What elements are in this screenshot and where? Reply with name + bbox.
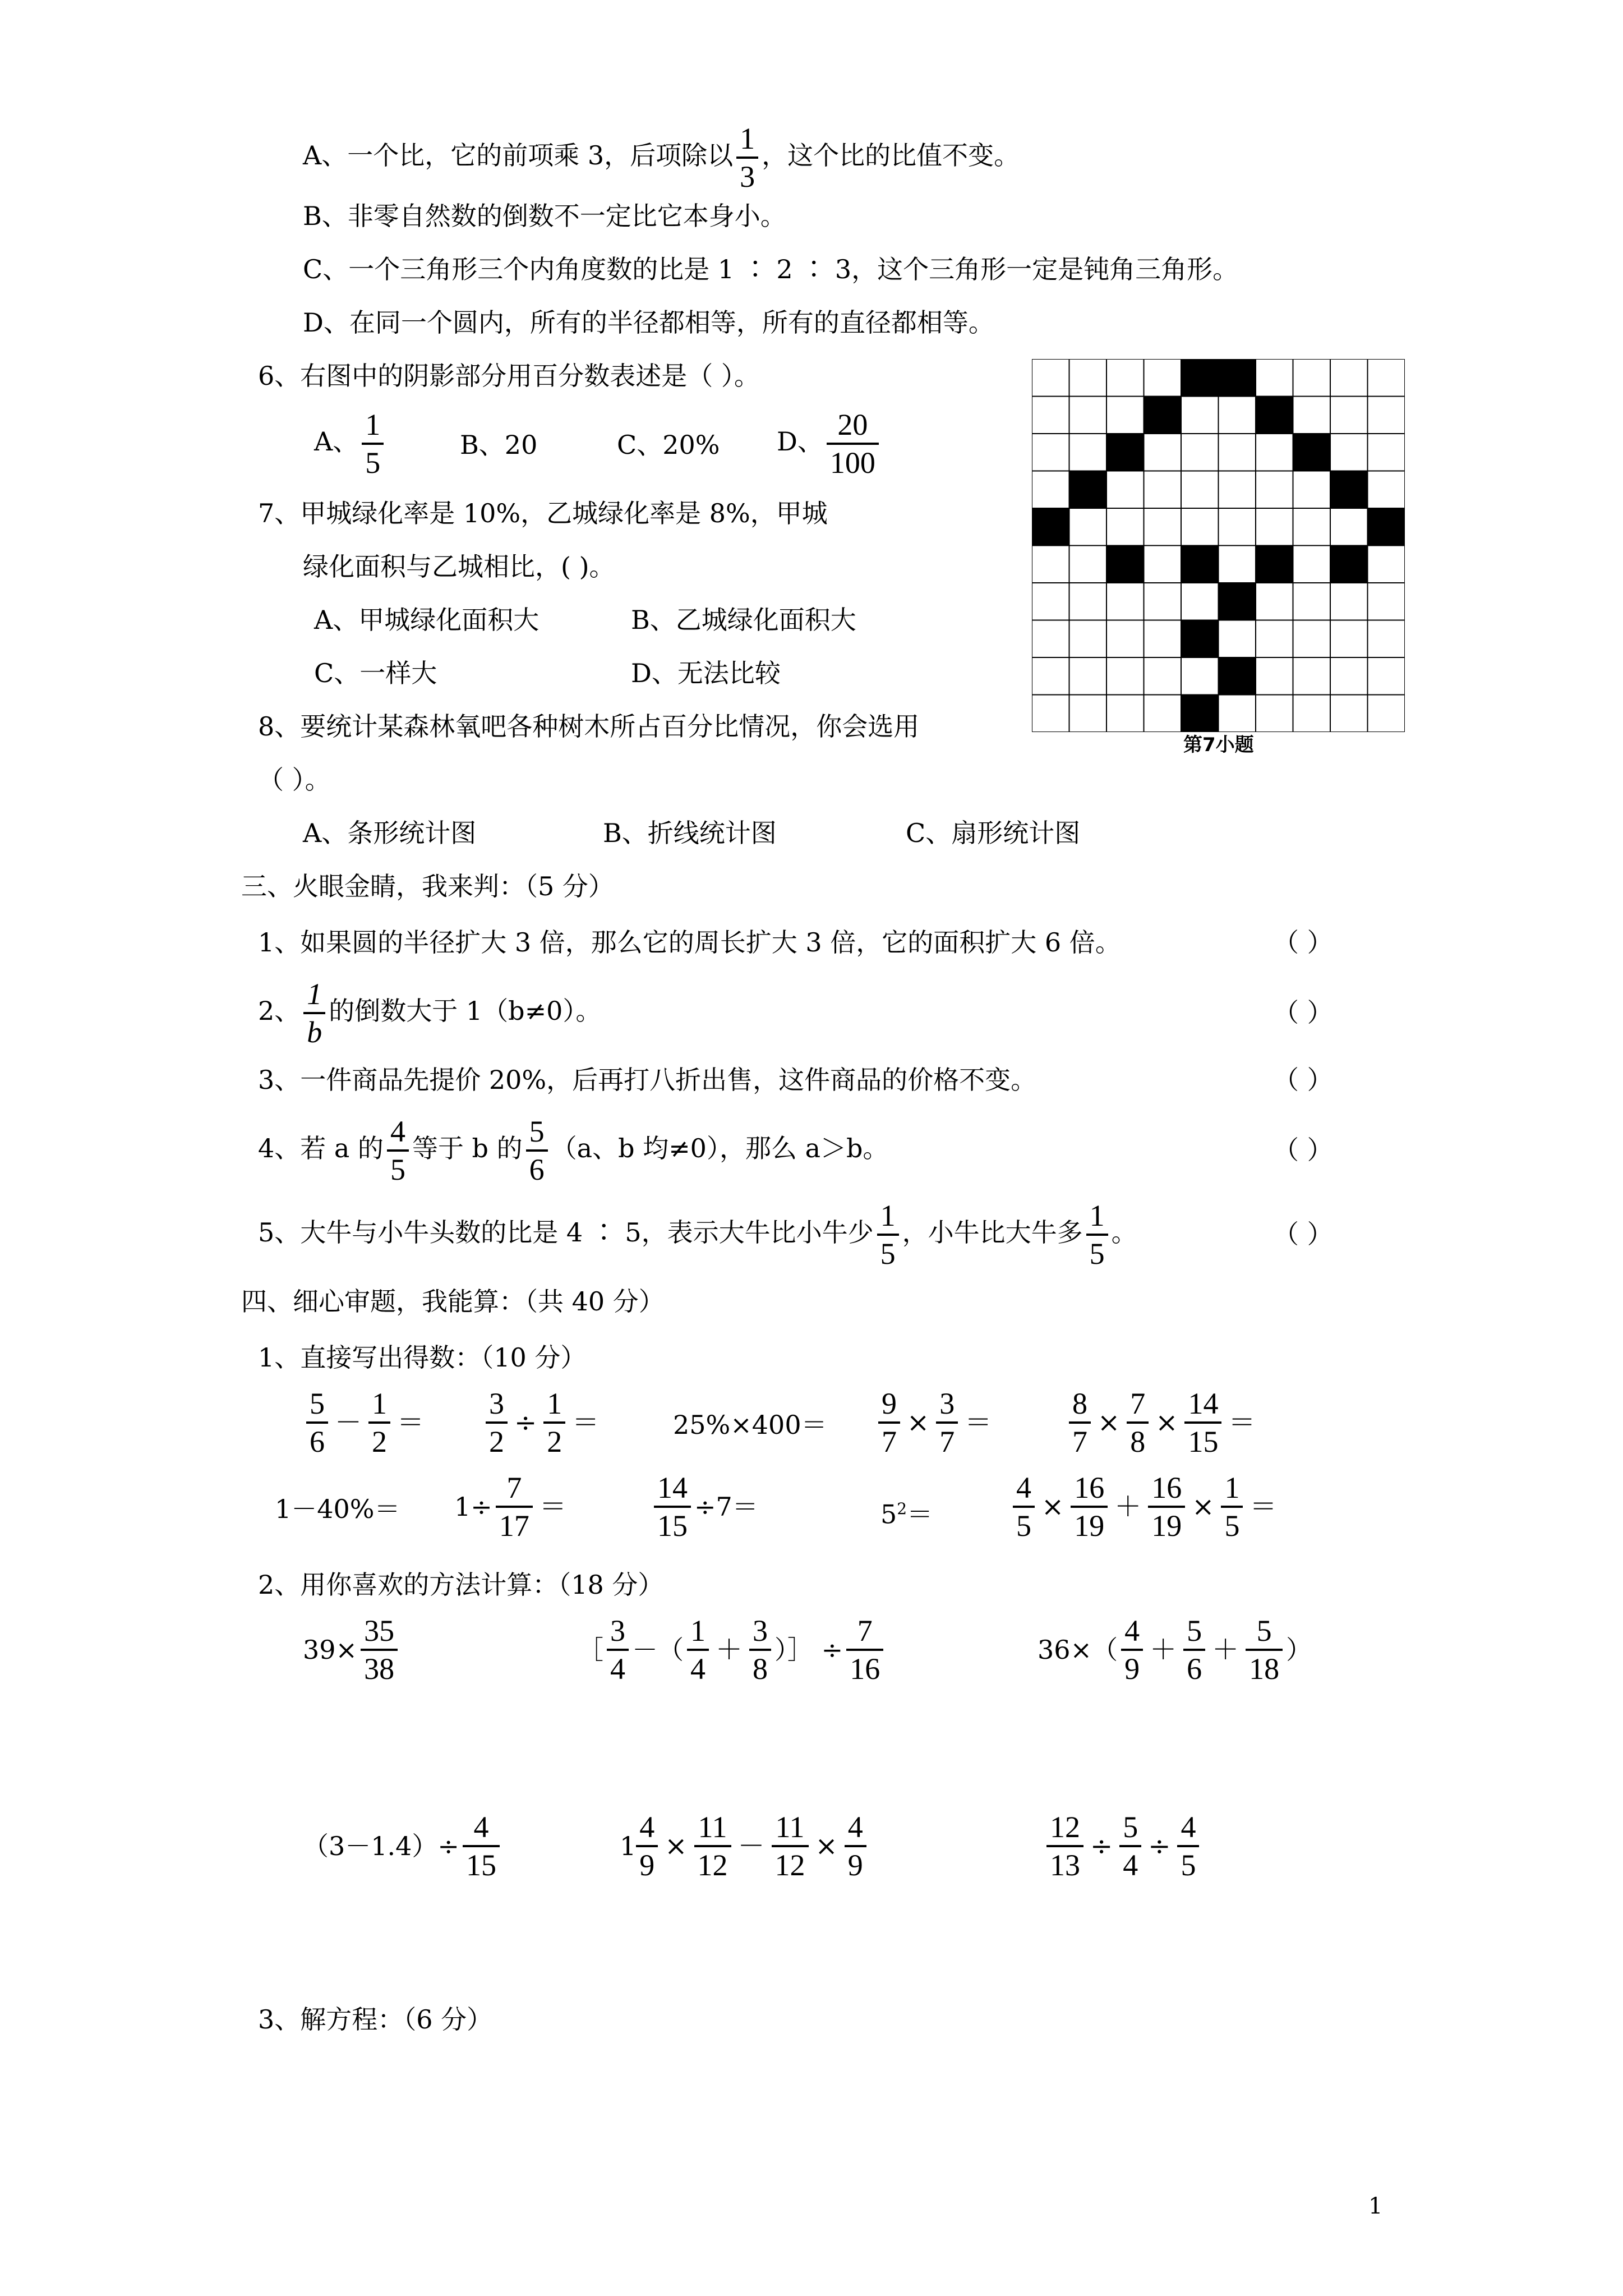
fraction: $\frac{16}{19}$ bbox=[1071, 1470, 1108, 1544]
grid-cell-shaded bbox=[1181, 359, 1219, 397]
grid-cell bbox=[1330, 695, 1368, 733]
grid-cell-shaded bbox=[1106, 546, 1144, 583]
calc-3-minus-1-4-div: （3－1.4）÷ $\frac{4}{15}$ bbox=[303, 1809, 503, 1883]
s3-q5-answer-paren[interactable]: （ ） bbox=[1273, 1219, 1333, 1249]
s3-q2-answer-paren[interactable]: （ ） bbox=[1273, 997, 1333, 1028]
grid-cell bbox=[1106, 657, 1144, 695]
fraction: $\frac{4}{5}$ bbox=[1013, 1470, 1035, 1544]
grid-cell bbox=[1256, 359, 1293, 397]
fraction: $\frac{1}{5}$ bbox=[877, 1198, 899, 1272]
fraction: $\frac{1}{3}$ bbox=[736, 121, 758, 195]
grid-cell bbox=[1181, 471, 1219, 509]
grid-cell bbox=[1219, 620, 1256, 658]
q5-option-a-pre: A、一个比，它的前项乘 3，后项除以 bbox=[303, 140, 734, 171]
s3-q1-answer-paren[interactable]: （ ） bbox=[1273, 927, 1333, 958]
fraction: $\frac{14}{15}$ bbox=[1184, 1386, 1221, 1460]
fraction: $\frac{1}{b}$ bbox=[303, 976, 325, 1050]
grid-cell bbox=[1144, 583, 1182, 620]
grid-cell bbox=[1032, 397, 1069, 434]
grid-cell bbox=[1106, 471, 1144, 509]
q5-option-b: B、非零自然数的倒数不一定比它本身小。 bbox=[303, 201, 786, 231]
grid-cell bbox=[1293, 546, 1331, 583]
grid-cell bbox=[1330, 434, 1368, 471]
grid-cell bbox=[1144, 546, 1182, 583]
grid-cell bbox=[1256, 583, 1293, 620]
grid-cell bbox=[1368, 657, 1405, 695]
q5-option-a bbox=[303, 121, 1020, 195]
shaded-grid-figure bbox=[1032, 359, 1405, 732]
grid-cell bbox=[1330, 620, 1368, 658]
fraction: $\frac{1}{4}$ bbox=[687, 1613, 709, 1687]
fraction: $\frac{20}{100}$ bbox=[827, 407, 879, 481]
grid-cell bbox=[1106, 508, 1144, 546]
grid-cell-shaded bbox=[1256, 546, 1293, 583]
grid-cell bbox=[1330, 657, 1368, 695]
grid-cell bbox=[1293, 508, 1331, 546]
grid-cell bbox=[1219, 397, 1256, 434]
s3-q4-answer-paren[interactable]: （ ） bbox=[1273, 1135, 1333, 1165]
grid-cell bbox=[1069, 397, 1107, 434]
grid-cell bbox=[1032, 620, 1069, 658]
fraction: $\frac{11}{12}$ bbox=[772, 1809, 809, 1883]
fraction: $\frac{5}{18}$ bbox=[1246, 1613, 1283, 1687]
grid-cell-shaded bbox=[1181, 546, 1219, 583]
q8-stem-line2: （ ）。 bbox=[258, 765, 331, 795]
calc-1-minus-40pct: 1－40%＝ bbox=[275, 1494, 400, 1524]
fraction: $\frac{12}{13}$ bbox=[1046, 1809, 1083, 1883]
grid-cell-shaded bbox=[1219, 359, 1256, 397]
q7-option-c: C、一样大 bbox=[314, 658, 437, 688]
fraction: $\frac{5}{4}$ bbox=[1119, 1809, 1141, 1883]
fraction: $\frac{1}{2}$ bbox=[543, 1386, 565, 1460]
grid-cell bbox=[1032, 359, 1069, 397]
fraction: $\frac{3}{7}$ bbox=[936, 1386, 958, 1460]
fraction: $\frac{4}{5}$ bbox=[387, 1114, 409, 1188]
grid-cell-shaded bbox=[1181, 620, 1219, 658]
grid-cell-shaded bbox=[1256, 397, 1293, 434]
grid-cell-shaded bbox=[1032, 508, 1069, 546]
calc-5-6-minus-1-2: $\frac{5}{6}$ － $\frac{1}{2}$ ＝ bbox=[303, 1386, 427, 1460]
grid-cell bbox=[1330, 508, 1368, 546]
grid-cell-shaded bbox=[1219, 583, 1256, 620]
grid-cell bbox=[1368, 583, 1405, 620]
grid-cell bbox=[1368, 434, 1405, 471]
section4-title: 四、细心审题，我能算：（共 40 分） bbox=[241, 1286, 665, 1317]
s3-q4: 4、若 a 的 $\frac{4}{5}$ 等于 b 的 $\frac{5}{6}$ （a、b 均≠0），那么 a＞b。 bbox=[258, 1115, 889, 1186]
calc-1-div-7-17: 1÷ $\frac{7}{17}$ ＝ bbox=[454, 1471, 566, 1543]
q5-option-c: C、一个三角形三个内角度数的比是 1 ∶ 2 ∶ 3，这个三角形一定是钝角三角形。 bbox=[303, 254, 1239, 284]
grid-cell bbox=[1181, 657, 1219, 695]
fraction: $\frac{1}{5}$ bbox=[362, 407, 384, 481]
grid-cell bbox=[1256, 508, 1293, 546]
grid-cell bbox=[1106, 620, 1144, 658]
fraction: $\frac{1}{2}$ bbox=[368, 1386, 390, 1460]
grid-cell bbox=[1144, 434, 1182, 471]
fraction: $\frac{8}{7}$ bbox=[1069, 1386, 1091, 1460]
fraction: $\frac{7}{17}$ bbox=[496, 1470, 533, 1544]
fraction: $\frac{16}{19}$ bbox=[1148, 1470, 1185, 1544]
fraction: $\frac{3}{4}$ bbox=[607, 1613, 629, 1687]
fraction: $\frac{4}{5}$ bbox=[1177, 1809, 1199, 1883]
grid-caption: 第7小题 bbox=[1183, 734, 1254, 756]
fraction: $\frac{5}{6}$ bbox=[306, 1386, 328, 1460]
grid-cell bbox=[1256, 695, 1293, 733]
grid-cell bbox=[1293, 620, 1331, 658]
section3-title: 三、火眼金睛，我来判：（5 分） bbox=[241, 871, 614, 901]
fraction: $\frac{1}{5}$ bbox=[1221, 1470, 1243, 1544]
grid-cell bbox=[1293, 583, 1331, 620]
grid-cell bbox=[1219, 508, 1256, 546]
q5-option-d: D、在同一个圆内，所有的半径都相等，所有的直径都相等。 bbox=[303, 307, 994, 338]
grid-cell-shaded bbox=[1106, 434, 1144, 471]
grid-cell bbox=[1293, 471, 1331, 509]
grid-cell bbox=[1144, 657, 1182, 695]
grid-cell bbox=[1330, 583, 1368, 620]
calc-mixed-1-4-9: 1 $\frac{4}{9}$ × $\frac{11}{12}$ － $\frac{11}{12}$ × $\frac{4}{9}$ bbox=[620, 1809, 870, 1883]
calc-5-squared: $5^2=$ bbox=[880, 1499, 933, 1530]
page-number: 1 bbox=[1368, 2193, 1383, 2219]
calc-25pct-400: 25%×400＝ bbox=[673, 1410, 827, 1440]
q8-option-b: B、折线统计图 bbox=[603, 818, 777, 848]
grid-cell-shaded bbox=[1368, 508, 1405, 546]
grid-cell bbox=[1069, 695, 1107, 733]
q8-option-a: A、条形统计图 bbox=[303, 818, 477, 848]
grid-cell bbox=[1069, 508, 1107, 546]
grid-cell bbox=[1106, 695, 1144, 733]
grid-cell bbox=[1219, 546, 1256, 583]
grid-cell bbox=[1219, 434, 1256, 471]
grid-cell bbox=[1293, 657, 1331, 695]
grid-cell bbox=[1106, 583, 1144, 620]
grid-cell bbox=[1219, 471, 1256, 509]
grid-cell bbox=[1032, 434, 1069, 471]
grid-cell bbox=[1368, 359, 1405, 397]
grid-cell bbox=[1293, 359, 1331, 397]
fraction: $\frac{3}{8}$ bbox=[749, 1613, 771, 1687]
grid-cell bbox=[1106, 359, 1144, 397]
grid-cell-shaded bbox=[1144, 397, 1182, 434]
grid-cell-shaded bbox=[1330, 546, 1368, 583]
q5-option-a-post: ，这个比的比值不变。 bbox=[762, 140, 1020, 171]
grid-cell bbox=[1144, 359, 1182, 397]
q6-option-c: C、20% bbox=[617, 430, 720, 460]
grid-cell bbox=[1368, 620, 1405, 658]
grid-cell bbox=[1368, 471, 1405, 509]
s4-sub2: 2、用你喜欢的方法计算：（18 分） bbox=[258, 1570, 664, 1600]
q8-option-c: C、扇形统计图 bbox=[906, 818, 1081, 848]
grid-cell bbox=[1256, 471, 1293, 509]
calc-4-5-times-16-19-plus: $\frac{4}{5}$ × $\frac{16}{19}$ ＋ $\frac{16}{19}$ × $\frac{1}{5}$ ＝ bbox=[1009, 1470, 1280, 1544]
grid-cell bbox=[1181, 583, 1219, 620]
grid-cell bbox=[1069, 359, 1107, 397]
s3-q1: 1、如果圆的半径扩大 3 倍，那么它的周长扩大 3 倍，它的面积扩大 6 倍。 bbox=[258, 927, 1121, 958]
q7-stem-line2: 绿化面积与乙城相比，( )。 bbox=[303, 551, 615, 582]
s3-q3-answer-paren[interactable]: （ ） bbox=[1273, 1065, 1333, 1095]
grid-cell bbox=[1330, 397, 1368, 434]
fraction: $\frac{4}{9}$ bbox=[1121, 1613, 1143, 1687]
fraction: $\frac{14}{15}$ bbox=[654, 1470, 691, 1544]
grid-cell bbox=[1368, 397, 1405, 434]
s3-q5: 5、大牛与小牛头数的比是 4 ∶ 5，表示大牛比小牛少 $\frac{1}{5}$ ，小牛比大牛多 $\frac{1}{5}$ 。 bbox=[258, 1199, 1137, 1271]
q7-option-d: D、无法比较 bbox=[631, 658, 781, 688]
q7-option-a: A、甲城绿化面积大 bbox=[314, 605, 540, 635]
grid-cell-shaded bbox=[1219, 657, 1256, 695]
grid-cell bbox=[1330, 359, 1368, 397]
fraction: $\frac{4}{15}$ bbox=[463, 1809, 500, 1883]
calc-8-7-times-7-8-times-14-15: $\frac{8}{7}$ × $\frac{7}{8}$ × $\frac{14}{15}$ ＝ bbox=[1066, 1386, 1258, 1460]
fraction: $\frac{35}{38}$ bbox=[361, 1613, 398, 1687]
grid-cell bbox=[1032, 546, 1069, 583]
grid-cell bbox=[1032, 471, 1069, 509]
q6-option-b: B、20 bbox=[460, 430, 538, 460]
fraction: $\frac{5}{6}$ bbox=[1183, 1613, 1205, 1687]
grid-cell bbox=[1144, 471, 1182, 509]
fraction: $\frac{9}{7}$ bbox=[878, 1386, 900, 1460]
calc-36-times-sum: 36×（ $\frac{4}{9}$ ＋ $\frac{5}{6}$ ＋ $\frac{5}{18}$ ） bbox=[1038, 1614, 1312, 1686]
s3-q2: 2、 $\frac{1}{b}$ 的倒数大于 1（b≠0）。 bbox=[258, 977, 602, 1049]
grid-cell bbox=[1144, 508, 1182, 546]
grid-cell-shaded bbox=[1330, 471, 1368, 509]
grid-cell bbox=[1181, 508, 1219, 546]
q8-stem-line1: 8、要统计某森林氧吧各种树木所占百分比情况，你会选用 bbox=[258, 711, 920, 742]
grid-cell bbox=[1293, 695, 1331, 733]
calc-14-15-div-7: $\frac{14}{15}$ ÷7＝ bbox=[651, 1470, 758, 1544]
q6-options bbox=[314, 407, 387, 481]
grid-cell bbox=[1256, 620, 1293, 658]
grid-cell bbox=[1032, 583, 1069, 620]
fraction: $\frac{11}{12}$ bbox=[694, 1809, 731, 1883]
q7-option-b: B、乙城绿化面积大 bbox=[631, 605, 856, 635]
s4-sub3: 3、解方程：（6 分） bbox=[258, 2004, 493, 2035]
fraction: $\frac{3}{2}$ bbox=[486, 1386, 508, 1460]
calc-9-7-times-3-7: $\frac{9}{7}$ × $\frac{3}{7}$ ＝ bbox=[875, 1386, 995, 1460]
fraction: $\frac{1}{5}$ bbox=[1086, 1198, 1108, 1272]
grid-cell-shaded bbox=[1181, 695, 1219, 733]
grid-cell bbox=[1106, 397, 1144, 434]
q7-stem-line1: 7、甲城绿化率是 10%，乙城绿化率是 8%，甲城 bbox=[258, 498, 828, 528]
fraction: $\frac{4}{9}$ bbox=[845, 1809, 866, 1883]
grid-cell bbox=[1069, 546, 1107, 583]
grid-cell bbox=[1069, 583, 1107, 620]
calc-bracket-3-4-minus: ［ $\frac{3}{4}$ －（ $\frac{1}{4}$ ＋ $\frac{3}{8}$ ）］ ÷ $\frac{7}{16}$ bbox=[578, 1613, 887, 1687]
grid-cell bbox=[1069, 657, 1107, 695]
fraction: $\frac{4}{9}$ bbox=[636, 1809, 658, 1883]
grid-cell-shaded bbox=[1069, 471, 1107, 509]
grid-cell bbox=[1293, 397, 1331, 434]
grid-cell bbox=[1368, 695, 1405, 733]
calc-12-13-div: $\frac{12}{13}$ ÷ $\frac{5}{4}$ ÷ $\frac{4}{5}$ bbox=[1043, 1809, 1202, 1883]
fraction: $\frac{7}{16}$ bbox=[846, 1613, 883, 1687]
q6-stem: 6、右图中的阴影部分用百分数表述是（ ）。 bbox=[258, 361, 760, 391]
grid-cell bbox=[1368, 546, 1405, 583]
grid-cell bbox=[1069, 620, 1107, 658]
grid-cell bbox=[1181, 397, 1219, 434]
grid-cell bbox=[1144, 620, 1182, 658]
fraction: $\frac{5}{6}$ bbox=[526, 1114, 548, 1188]
calc-39-times-35-38: 39× $\frac{35}{38}$ bbox=[303, 1613, 401, 1687]
grid-cell bbox=[1069, 434, 1107, 471]
q6-option-d: D、 $\frac{20}{100}$ bbox=[777, 407, 882, 481]
calc-3-2-div-1-2: $\frac{3}{2}$ ÷ $\frac{1}{2}$ ＝ bbox=[482, 1386, 602, 1460]
s3-q3: 3、一件商品先提价 20%，后再打八折出售，这件商品的价格不变。 bbox=[258, 1065, 1037, 1095]
fraction: $\frac{7}{8}$ bbox=[1127, 1386, 1149, 1460]
s4-sub1: 1、直接写出得数：（10 分） bbox=[258, 1342, 587, 1373]
grid-cell bbox=[1032, 657, 1069, 695]
grid-cell bbox=[1219, 695, 1256, 733]
grid-cell bbox=[1256, 657, 1293, 695]
q6-option-a-label: A、 bbox=[314, 426, 359, 457]
grid-cell bbox=[1032, 695, 1069, 733]
grid-cell bbox=[1256, 434, 1293, 471]
grid-cell bbox=[1181, 434, 1219, 471]
grid-cell bbox=[1144, 695, 1182, 733]
grid-cell-shaded bbox=[1293, 434, 1331, 471]
